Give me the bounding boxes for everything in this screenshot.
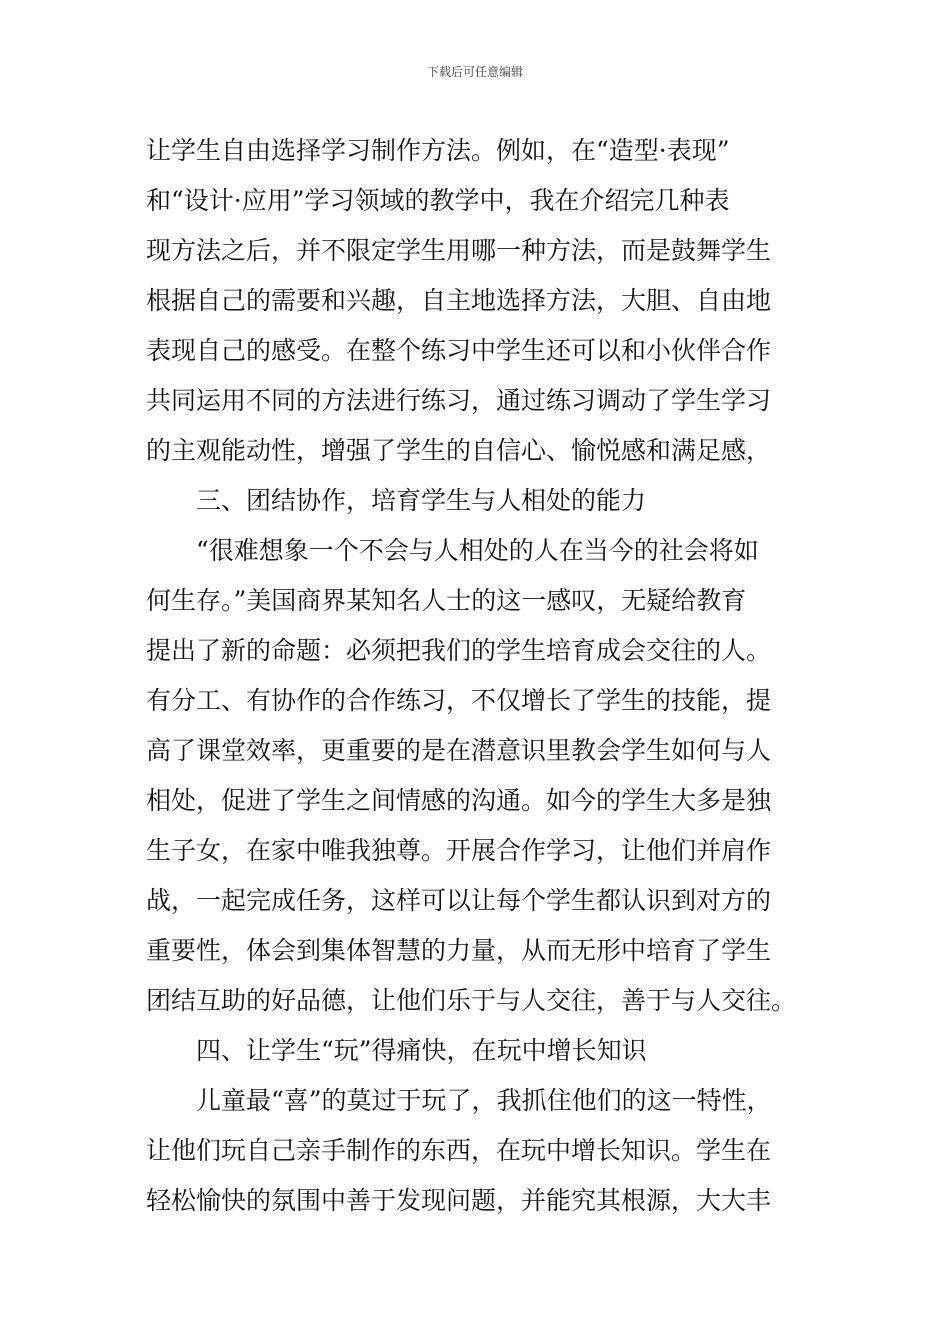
text-line: 何生存。”美国商界某知名人士的这一感叹，无疑给教育 [146, 586, 747, 615]
text-line: 共同运用不同的方法进行练习，通过练习调动了学生学习 [146, 386, 772, 415]
text-line: 有分工、有协作的合作练习，不仅增长了学生的技能，提 [146, 686, 772, 715]
section-heading: 四、让学生“玩”得痛快，在玩中增长知识 [196, 1036, 647, 1065]
page-header: 下载后可任意编辑 [426, 65, 523, 79]
text-line: 表现自己的感受。在整个练习中学生还可以和小伙伴合作 [146, 336, 772, 365]
text-line: 让学生自由选择学习制作方法。例如，在“造型·表现” [146, 136, 730, 165]
text-line: 重要性，体会到集体智慧的力量，从而无形中培育了学生 [146, 936, 772, 965]
text-line: 生子女，在家中唯我独尊。开展合作学习，让他们并肩作 [146, 836, 772, 865]
text-line: 让他们玩自己亲手制作的东西，在玩中增长知识。学生在 [146, 1136, 772, 1165]
text-line: 提出了新的命题：必须把我们的学生培育成会交往的人。 [146, 636, 772, 665]
text-line: 团结互助的好品德，让他们乐于与人交往，善于与人交往。 [146, 986, 797, 1015]
section-heading: 三、团结协作，培育学生与人相处的能力 [196, 486, 647, 515]
text-line: 高了课堂效率，更重要的是在潜意识里教会学生如何与人 [146, 736, 772, 765]
text-line: 现方法之后，并不限定学生用哪一种方法，而是鼓舞学生 [146, 236, 772, 265]
paragraph-start: 儿童最“喜”的莫过于玩了，我抓住他们的这一特性， [196, 1086, 772, 1115]
document-body [146, 126, 826, 1226]
text-line: 战，一起完成任务，这样可以让每个学生都认识到对方的 [146, 886, 772, 915]
text-line: 轻松愉快的氛围中善于发现问题，并能究其根源，大大丰 [146, 1186, 772, 1215]
text-line: 相处，促进了学生之间情感的沟通。如今的学生大多是独 [146, 786, 772, 815]
text-line: 和“设计·应用”学习领域的教学中，我在介绍完几种表 [146, 186, 730, 215]
text-line: 的主观能动性，增强了学生的自信心、愉悦感和满足感， [146, 436, 772, 465]
paragraph-start: “很难想象一个不会与人相处的人在当今的社会将如 [196, 536, 759, 565]
text-line: 根据自己的需要和兴趣，自主地选择方法，大胆、自由地 [146, 286, 772, 315]
